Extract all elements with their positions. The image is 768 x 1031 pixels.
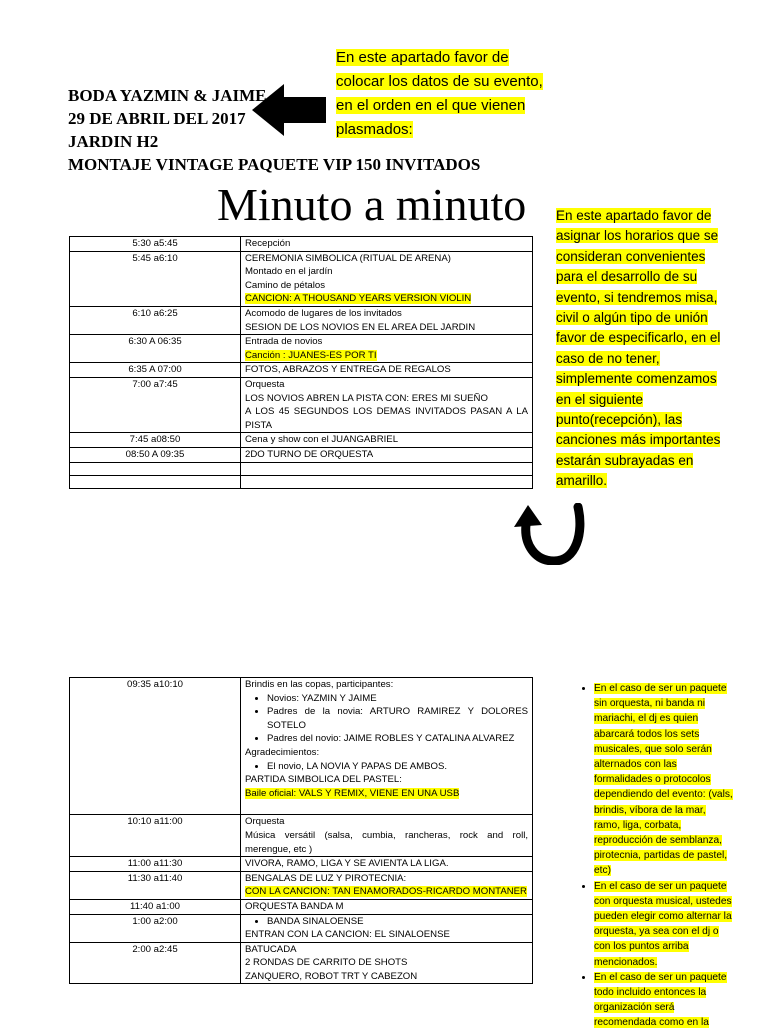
activity-line: Camino de pétalos	[245, 279, 325, 291]
table-row	[70, 942, 533, 984]
table-row	[70, 363, 533, 378]
table-row	[70, 914, 533, 942]
table-row	[70, 462, 533, 475]
table-row	[70, 815, 533, 857]
highlighted-song: Baile oficial: VALS Y REMIX, VIENE EN UNA USB	[245, 787, 460, 799]
instruction-note-top: En este apartado favor de colocar los datos de su evento, en el orden en el que vienen plasmados:	[336, 49, 543, 138]
time-cell: 1:00 a2:00	[70, 914, 241, 942]
activity-line: Cena y show con el JUANGABRIEL	[245, 434, 399, 446]
activity-cell	[241, 363, 533, 378]
activity-cell	[241, 237, 533, 252]
activity-cell	[241, 871, 533, 899]
list-item: • BANDA SINALOENSE	[267, 915, 528, 929]
list-item: • El novio, LA NOVIA Y PAPAS DE AMBOS.	[267, 760, 528, 774]
activity-line: ZANQUERO, ROBOT TRT Y CABEZON	[245, 970, 418, 982]
activity-line: BENGALAS DE LUZ Y PIROTECNIA:	[245, 872, 407, 884]
time-cell: 09:35 a10:10	[70, 678, 241, 815]
header-line-couple: BODA YAZMIN & JAIME	[68, 86, 267, 105]
activity-line: A LOS 45 SEGUNDOS LOS DEMAS INVITADOS PASAN A LA PISTA	[245, 406, 528, 431]
time-cell	[70, 462, 241, 475]
time-cell: 6:10 a6:25	[70, 306, 241, 334]
table-row	[70, 237, 533, 252]
header-line-package: MONTAJE VINTAGE PAQUETE VIP 150 INVITADOS	[68, 155, 481, 174]
list-item: • En el caso de ser un paquete todo incluido entonces la organización será recomendada como en la	[594, 970, 734, 1031]
activity-cell	[241, 377, 533, 432]
list-item: • Padres de la novia: ARTURO RAMIREZ Y DOLORES SOTELO	[267, 705, 528, 732]
highlighted-song: CANCION: A THOUSAND YEARS VERSION VIOLIN	[245, 293, 472, 305]
schedule-table-2	[69, 677, 533, 984]
activity-line: Acomodo de lugares de los invitados	[245, 307, 402, 319]
activity-line: FOTOS, ABRAZOS Y ENTREGA DE REGALOS	[245, 364, 451, 376]
table-row	[70, 306, 533, 334]
instruction-bullets	[576, 681, 734, 1031]
activity-line: Montado en el jardín	[245, 266, 333, 278]
header-line-venue: JARDIN H2	[68, 132, 159, 151]
time-cell	[70, 475, 241, 488]
activity-cell	[241, 251, 533, 306]
header-line-date: 29 DE ABRIL DEL 2017	[68, 109, 246, 128]
activity-line	[245, 463, 528, 475]
activity-cell	[241, 433, 533, 448]
table-row	[70, 377, 533, 432]
schedule-table-1	[69, 236, 533, 489]
table-row	[70, 899, 533, 914]
u-turn-arrow-icon	[514, 503, 588, 565]
activity-line: BATUCADA	[245, 943, 297, 955]
table-row	[70, 447, 533, 462]
list-item: • En el caso de ser un paquete sin orquesta, ni banda ni mariachi, el dj es quien abarcará todos los sets musicales, que solo serán alternados con las formalidades o protocolos dependiendo del evento: (vals, brindis, víbora de la mar, ramo, liga, corbata, reproducción de semblanza, pirotecnia, partidas de pastel, etc)	[594, 681, 734, 879]
activity-cell	[241, 914, 533, 942]
table-row	[70, 871, 533, 899]
activity-cell	[241, 678, 533, 815]
highlighted-song: Canción : JUANES-ES POR TI	[245, 349, 377, 361]
activity-line: 2DO TURNO DE ORQUESTA	[245, 448, 374, 460]
activity-line: PARTIDA SIMBOLICA DEL PASTEL:	[245, 774, 402, 786]
activity-line: Orquesta	[245, 378, 285, 390]
time-cell: 10:10 a11:00	[70, 815, 241, 857]
activity-line: Entrada de novios	[245, 336, 323, 348]
activity-cell	[241, 942, 533, 984]
list-item: • Padres del novio: JAIME ROBLES Y CATALINA ALVAREZ	[267, 732, 528, 746]
table-row	[70, 857, 533, 872]
table-row	[70, 475, 533, 488]
activity-line: Música versátil (salsa, cumbia, rancheras, rock and roll, merengue, etc )	[245, 829, 528, 855]
activity-cell	[241, 335, 533, 363]
activity-cell	[241, 815, 533, 857]
time-cell: 5:30 a5:45	[70, 237, 241, 252]
table-row	[70, 678, 533, 815]
activity-cell	[241, 447, 533, 462]
activity-line: Brindis en las copas, participantes:	[245, 679, 394, 690]
activity-cell	[241, 475, 533, 488]
activity-line: ENTRAN CON LA CANCION: EL SINALOENSE	[245, 929, 450, 941]
time-cell: 6:35 A 07:00	[70, 363, 241, 378]
activity-line: Orquesta	[245, 816, 285, 828]
list-item: • Novios: YAZMIN Y JAIME	[267, 692, 528, 706]
activity-line: LOS NOVIOS ABREN LA PISTA CON: ERES MI SUEÑO	[245, 392, 488, 404]
list-item: • En el caso de ser un paquete con orquesta musical, ustedes pueden elegir como alternar la orquesta, ya sea con el dj o con los puntos arriba mencionados.	[594, 879, 734, 970]
table-row	[70, 251, 533, 306]
time-cell: 11:40 a1:00	[70, 899, 241, 914]
time-cell: 11:00 a11:30	[70, 857, 241, 872]
time-cell: 08:50 A 09:35	[70, 447, 241, 462]
activity-line	[245, 476, 528, 488]
instruction-note-right: En este apartado favor de asignar los horarios que se consideran convenientes para el desarrollo de su evento, si tendremos misa, civil o algún tipo de unión favor de especificarlo, en el caso de no tener, simplemente comenzamos en el siguiente punto(recepción), las canciones más importantes estarán subrayadas en amarillo.	[556, 208, 721, 489]
activity-line: CEREMONIA SIMBOLICA (RITUAL DE ARENA)	[245, 252, 451, 264]
left-arrow-icon	[252, 84, 328, 136]
activity-cell	[241, 462, 533, 475]
time-cell: 7:45 a08:50	[70, 433, 241, 448]
time-cell: 5:45 a6:10	[70, 251, 241, 306]
activity-cell: ORQUESTA BANDA M	[241, 899, 533, 914]
activity-line: Recepción	[245, 238, 291, 249]
highlighted-song: CON LA CANCION: TAN ENAMORADOS-RICARDO MONTANER	[245, 886, 527, 898]
activity-cell	[241, 306, 533, 334]
table-row	[70, 335, 533, 363]
time-cell: 7:00 a7:45	[70, 377, 241, 432]
activity-line: 2 RONDAS DE CARRITO DE SHOTS	[245, 957, 408, 969]
activity-line: SESION DE LOS NOVIOS EN EL AREA DEL JARDIN	[245, 321, 476, 333]
time-cell: 2:00 a2:45	[70, 942, 241, 984]
activity-cell: VIVORA, RAMO, LIGA Y SE AVIENTA LA LIGA.	[241, 857, 533, 872]
table-row	[70, 433, 533, 448]
time-cell: 6:30 A 06:35	[70, 335, 241, 363]
page-title: Minuto a minuto	[217, 179, 527, 230]
activity-line: Agradecimientos:	[245, 746, 320, 758]
time-cell: 11:30 a11:40	[70, 871, 241, 899]
